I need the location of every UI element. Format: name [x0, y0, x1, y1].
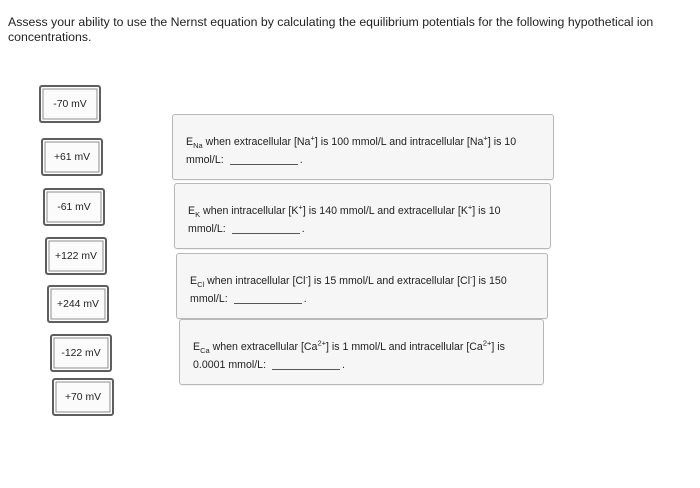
answer-tile-7[interactable]: +70 mV: [52, 378, 114, 416]
question-card-k: [174, 183, 551, 249]
drop-zone-k[interactable]: [232, 223, 300, 234]
answer-tile-1[interactable]: -70 mV: [39, 85, 101, 123]
cropped-footer: [300, 478, 500, 488]
question-text-na: $E_{Na}$ when extracellular [Na+] is 100 mmol/L and intracellular [Na+] is 10 mmol/L: .: [186, 133, 517, 166]
question-card-na: [172, 114, 554, 180]
question-text-k: $E_K$ when intracellular [K+] is 140 mmol/L and extracellular [K+] is 10 mmol/L: .: [188, 202, 501, 235]
answer-tile-4[interactable]: +122 mV: [45, 237, 107, 275]
answer-tile-6[interactable]: -122 mV: [50, 334, 112, 372]
answer-tile-2[interactable]: +61 mV: [41, 138, 103, 176]
question-text-ca: $E_{Ca}$ when extracellular $[Ca^{2+}]$ is 1 mmol/L and intracellular $[Ca^{2+}]$ is 0.0001 mmol/L: .: [193, 338, 505, 371]
instructions-text: Assess your ability to use the Nernst equation by calculating the equilibrium potentials for the following hypothetical ion concentrations.: [8, 15, 654, 44]
question-card-cl: [176, 253, 548, 319]
drop-zone-na[interactable]: [230, 154, 298, 165]
question-text-cl: $E_{Cl}$ when intracellular [Cl-] is 15 mmol/L and extracellular [Cl-] is 150 mmol/L: .: [190, 272, 507, 305]
drop-zone-ca[interactable]: [272, 359, 340, 370]
question-card-ca: [179, 319, 544, 385]
answer-tile-3[interactable]: -61 mV: [43, 188, 105, 226]
answer-tile-5[interactable]: +244 mV: [47, 285, 109, 323]
drop-zone-cl[interactable]: [234, 293, 302, 304]
